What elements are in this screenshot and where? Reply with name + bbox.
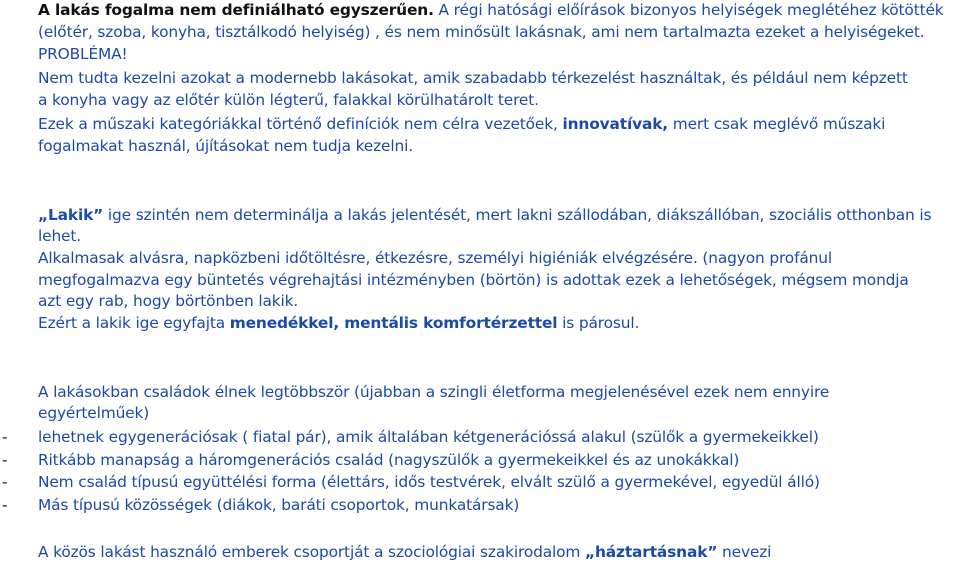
problem-heading: PROBLÉMA!: [38, 45, 128, 63]
intro-line-1: [38, 0, 944, 21]
list-item: Nem család típusú együttélési forma (élettárs, idős testvérek, elvált szülő a gyermekével, egyedül álló): [38, 473, 820, 491]
para-a-line-1: Nem tudta kezelni azokat a modernebb lakásokat, amik szabadabb térkezelést használtak, és például nem képzett: [38, 69, 908, 87]
household-quote-open: „: [585, 543, 595, 561]
lakik-line-6: [38, 313, 639, 334]
lakik-line-1: [38, 205, 931, 226]
intro-bold: A lakás fogalma nem definiálható egyszerűen.: [38, 1, 434, 19]
para-b-line-1: [38, 114, 885, 135]
lakik-line-3: Alkalmasak alvásra, napközbeni időtöltésre, étkezésre, személyi higiéniák elvégzésére. (nagyon profánul: [38, 249, 832, 267]
family-intro-line-1: A lakásokban családok élnek legtöbbször (újabban a szingli életforma megjelenésével ezek nem ennyire: [38, 383, 830, 401]
intro-rest: A régi hatósági előírások bizonyos helyiségek meglétéhez kötötték: [433, 1, 944, 19]
household-quote-close: ”: [707, 543, 718, 561]
para-b-bold: innovatívak,: [562, 115, 668, 133]
household-term: háztartásnak: [594, 543, 708, 561]
family-intro-line-2: egyértelműek): [38, 404, 150, 422]
lakik-word: Lakik: [47, 206, 94, 224]
list-item: Ritkább manapság a háromgenerációs család (nagyszülők a gyermekeikkel és az unokákkal): [38, 451, 740, 469]
household-line: [38, 542, 771, 563]
bullet-marker: -: [2, 428, 8, 446]
intro-line-2: (előtér, szoba, konyha, tisztálkodó helyiség) , és nem minősült lakásnak, ami nem tartalmazta ezeket a helyiségeket.: [38, 23, 925, 41]
lakik-quote-close: ”: [93, 206, 104, 224]
household-pre: A közös lakást használó emberek csoportját a szociológiai szakirodalom: [38, 543, 586, 561]
lakik-line-6-post: is párosul.: [557, 314, 640, 332]
household-post: nevezi: [717, 543, 772, 561]
lakik-line-5: azt egy rab, hogy börtönben lakik.: [38, 292, 299, 310]
para-b-pre: Ezek a műszaki kategóriákkal történő definíciók nem célra vezetőek,: [38, 115, 563, 133]
lakik-line-6-bold: menedékkel, mentális komfortérzettel: [229, 314, 558, 332]
lakik-line-6-pre: Ezért a lakik ige egyfajta: [38, 314, 230, 332]
bullet-marker: -: [2, 496, 8, 514]
list-item: lehetnek egygenerációsak ( fiatal pár), amik általában kétgenerációssá alakul (szülők a gyermekeikkel): [38, 428, 819, 446]
lakik-line-4: megfogalmazva egy büntetés végrehajtási intézményben (börtön) is adottak ezek a lehetőségek, mégsem mondja: [38, 271, 909, 289]
para-b-post: mert csak meglévő műszaki: [668, 115, 886, 133]
lakik-line-1-rest: ige szintén nem determinálja a lakás jelentését, mert lakni szállodában, diákszállóban, szociális otthonban is: [103, 206, 932, 224]
lakik-line-2: lehet.: [38, 227, 81, 245]
para-a-line-2: a konyha vagy az előtér külön légterű, falakkal körülhatárolt teret.: [38, 91, 539, 109]
list-item: Más típusú közösségek (diákok, baráti csoportok, munkatársak): [38, 496, 520, 514]
bullet-marker: -: [2, 473, 8, 491]
para-b-line-2: fogalmakat használ, újításokat nem tudja kezelni.: [38, 137, 413, 155]
bullet-marker: -: [2, 451, 8, 469]
lakik-quote-open: „: [38, 206, 48, 224]
